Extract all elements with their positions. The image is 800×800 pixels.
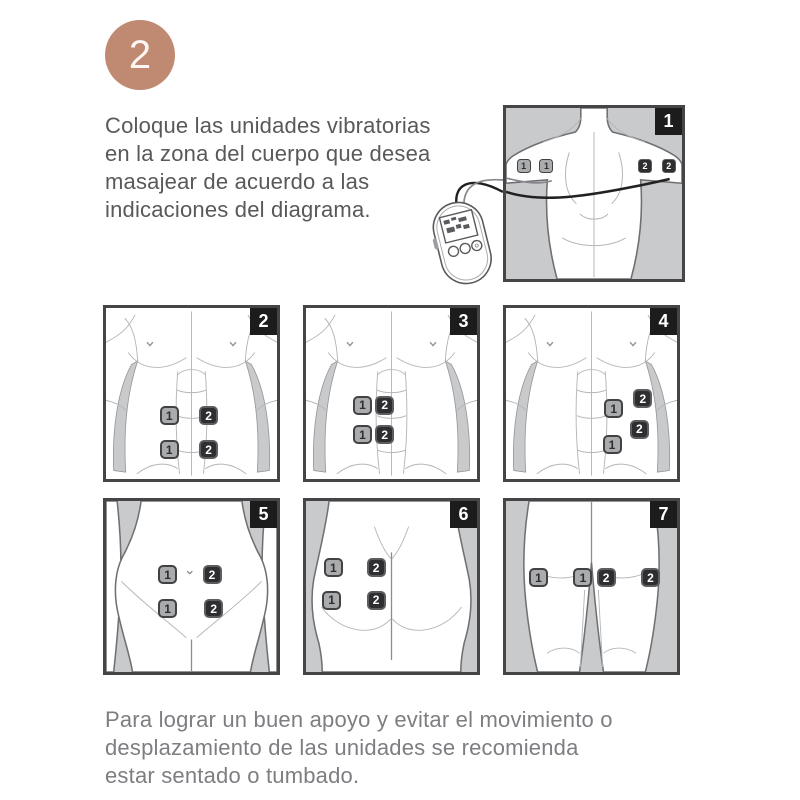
electrode-pad-1: 1 bbox=[160, 440, 179, 459]
electrode-pad-2: 2 bbox=[597, 568, 616, 587]
electrode-pad-2: 2 bbox=[367, 591, 386, 610]
electrode-pad-1: 1 bbox=[517, 159, 531, 173]
electrode-pad-1: 1 bbox=[353, 425, 372, 444]
electrode-pad-1: 1 bbox=[158, 565, 177, 584]
electrode-pad-1: 1 bbox=[322, 591, 341, 610]
diagram-box-3 bbox=[303, 305, 480, 482]
diagram-box-1 bbox=[503, 105, 685, 282]
step-number-badge bbox=[105, 20, 175, 90]
instruction-line: en la zona del cuerpo que desea bbox=[105, 141, 431, 166]
electrode-pad-2: 2 bbox=[662, 159, 676, 173]
electrode-pad-1: 1 bbox=[529, 568, 548, 587]
advice-line: desplazamiento de las unidades se recomienda bbox=[105, 735, 579, 760]
instruction-line: Coloque las unidades vibratorias bbox=[105, 113, 431, 138]
instruction-line: indicaciones del diagrama. bbox=[105, 197, 371, 222]
electrode-pad-2: 2 bbox=[375, 396, 394, 415]
electrode-pad-1: 1 bbox=[160, 406, 179, 425]
diagram-box-5 bbox=[103, 498, 280, 675]
diagram-number: 5 bbox=[250, 501, 277, 528]
advice-line: Para lograr un buen apoyo y evitar el movimiento o bbox=[105, 707, 613, 732]
electrode-pad-1: 1 bbox=[158, 599, 177, 618]
diagram-number: 7 bbox=[650, 501, 677, 528]
instruction-text bbox=[105, 112, 431, 224]
electrode-pad-1: 1 bbox=[324, 558, 343, 577]
support-advice-text bbox=[105, 706, 613, 790]
electrode-pad-2: 2 bbox=[199, 440, 218, 459]
electrode-pad-2: 2 bbox=[367, 558, 386, 577]
electrode-pad-2: 2 bbox=[641, 568, 660, 587]
electrode-pad-2: 2 bbox=[633, 389, 652, 408]
electrode-pad-1: 1 bbox=[573, 568, 592, 587]
diagram-box-4 bbox=[503, 305, 680, 482]
diagram-number: 6 bbox=[450, 501, 477, 528]
electrode-pad-1: 1 bbox=[353, 396, 372, 415]
electrode-pad-2: 2 bbox=[638, 159, 652, 173]
electrode-pad-1: 1 bbox=[539, 159, 553, 173]
diagram-box-2 bbox=[103, 305, 280, 482]
electrode-pad-2: 2 bbox=[204, 599, 223, 618]
electrode-pad-2: 2 bbox=[199, 406, 218, 425]
instruction-line: masajear de acuerdo a las bbox=[105, 169, 370, 194]
electrode-pad-1: 1 bbox=[603, 435, 622, 454]
step-number: 2 bbox=[128, 32, 152, 77]
electrode-pad-1: 1 bbox=[604, 399, 623, 418]
diagram-number: 2 bbox=[250, 308, 277, 335]
diagram-box-7 bbox=[503, 498, 680, 675]
electrode-pad-2: 2 bbox=[375, 425, 394, 444]
electrode-pad-2: 2 bbox=[630, 420, 649, 439]
advice-line: estar sentado o tumbado. bbox=[105, 763, 360, 788]
diagram-box-6 bbox=[303, 498, 480, 675]
diagram-number: 1 bbox=[655, 108, 682, 135]
diagram-number: 4 bbox=[650, 308, 677, 335]
device-body bbox=[428, 197, 496, 289]
diagram-number: 3 bbox=[450, 308, 477, 335]
electrode-pad-2: 2 bbox=[203, 565, 222, 584]
massage-control-device bbox=[424, 150, 503, 300]
